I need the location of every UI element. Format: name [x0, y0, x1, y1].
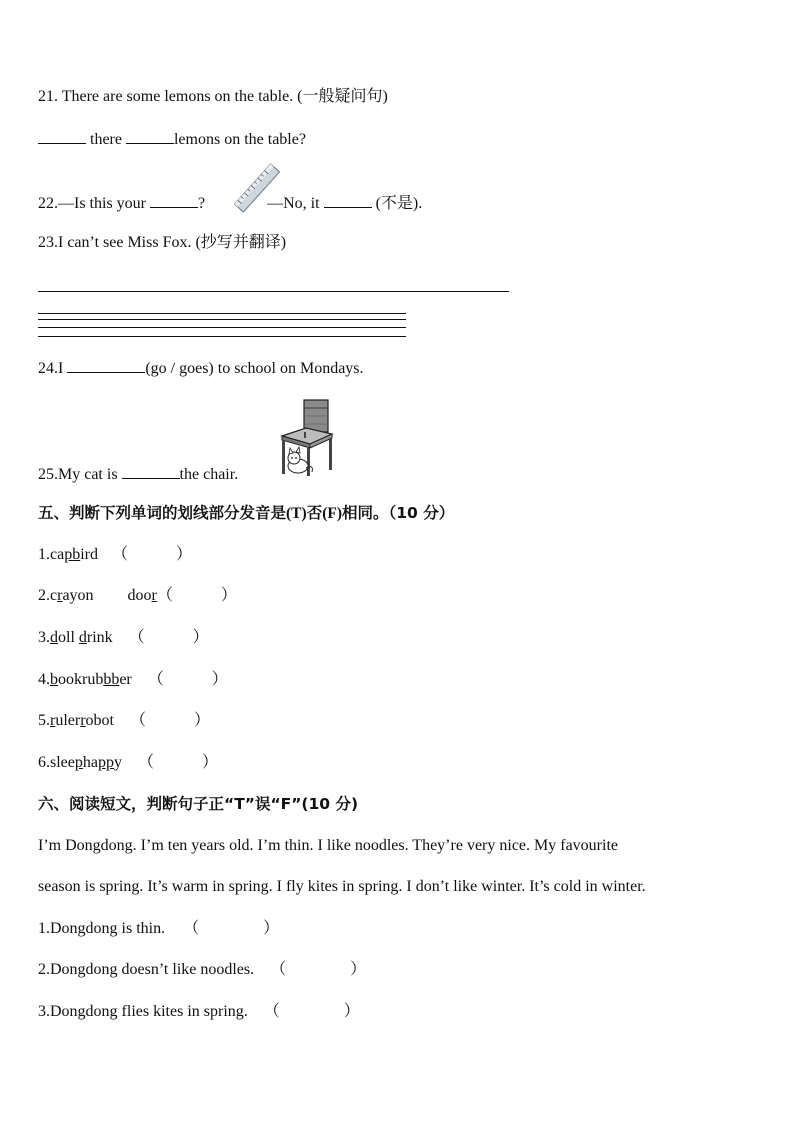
question-25: [38, 464, 238, 485]
answer-blank[interactable]: [324, 193, 372, 208]
heading-text: (F): [322, 505, 342, 522]
question-text: —Is this your: [58, 195, 146, 212]
word: uler: [55, 712, 81, 729]
reading-passage-line-1: I’m Dongdong. I’m ten years old. I’m thin. I like noodles. They’re very nice. My favourite: [38, 837, 618, 854]
question-text: (不是).: [375, 195, 423, 212]
answer-parentheses[interactable]: （ ）: [129, 712, 210, 729]
word: rub: [82, 671, 104, 688]
underlined-letters: d: [78, 629, 87, 646]
question-22: [38, 193, 422, 214]
underlined-letters: bb: [103, 671, 120, 688]
underlined-letters: r: [57, 587, 63, 604]
word: oll: [58, 629, 75, 646]
phonics-item-4: [38, 670, 228, 690]
word: ook: [58, 671, 82, 688]
question-text: . There are some lemons on the table. (一般疑问句): [54, 88, 388, 105]
writing-line[interactable]: [38, 291, 509, 292]
word: er: [119, 671, 132, 688]
question-text: the chair.: [179, 466, 239, 483]
item-number: 6.: [38, 754, 50, 771]
question-21-answer-line: [38, 129, 306, 150]
question-number: 23.: [38, 234, 58, 251]
answer-blank[interactable]: [67, 358, 145, 373]
answer-parentheses[interactable]: （ ）: [183, 920, 280, 937]
question-text: My cat is: [58, 466, 118, 483]
question-number: 24.: [38, 360, 58, 377]
word: obot: [85, 712, 114, 729]
answer-blank[interactable]: [122, 464, 180, 479]
answer-parentheses[interactable]: （ ）: [156, 587, 237, 604]
item-number: 5.: [38, 712, 50, 729]
question-24: [38, 358, 364, 379]
phonics-item-6: [38, 753, 218, 773]
word: doo: [127, 587, 152, 604]
answer-text: lemons on the table?: [173, 131, 306, 148]
phonics-item-2: [38, 586, 237, 606]
underlined-letters: r: [151, 587, 157, 604]
question-number: 25.: [38, 466, 58, 483]
heading-text: 五、判断下列单词的划线部分发音是: [38, 504, 287, 522]
question-23: [38, 233, 286, 253]
underlined-letters: r: [80, 712, 86, 729]
question-number: 21: [38, 88, 54, 105]
heading-text: (T): [286, 505, 307, 522]
answer-blank[interactable]: [38, 129, 86, 144]
word: ayon: [62, 587, 94, 604]
heading-text: 相同。（10 分）: [342, 504, 455, 522]
answer-parentheses[interactable]: （ ）: [128, 629, 209, 646]
answer-parentheses[interactable]: （ ）: [263, 1003, 360, 1020]
statement: 1.Dongdong is thin.: [38, 920, 166, 937]
answer-text: there: [90, 131, 122, 148]
word: ha: [82, 754, 98, 771]
underlined-letters: r: [50, 712, 56, 729]
underlined-letters: pp: [97, 754, 114, 771]
chair-with-cat-icon: [276, 398, 338, 478]
answer-blank[interactable]: [150, 193, 198, 208]
phonics-item-3: [38, 628, 209, 648]
underlined-letters: b: [72, 546, 81, 563]
writing-line[interactable]: [38, 319, 406, 320]
writing-line[interactable]: [38, 327, 406, 328]
item-number: 4.: [38, 671, 50, 688]
answer-parentheses[interactable]: （ ）: [111, 546, 192, 563]
word: ird: [80, 546, 98, 563]
section-5-heading: [38, 503, 454, 524]
answer-parentheses[interactable]: （ ）: [147, 671, 228, 688]
writing-line[interactable]: [38, 336, 406, 337]
answer-parentheses[interactable]: （ ）: [270, 961, 367, 978]
ruler-icon: [232, 163, 282, 213]
word: ca: [50, 546, 65, 563]
statement: 3.Dongdong flies kites in spring.: [38, 1003, 248, 1020]
heading-text: 否: [306, 504, 323, 522]
underlined-letters: p: [74, 754, 83, 771]
reading-item-3: [38, 1002, 360, 1022]
underlined-letters: p: [64, 546, 73, 563]
phonics-item-1: [38, 545, 192, 565]
underlined-letters: b: [50, 671, 58, 688]
item-number: 1.: [38, 546, 50, 563]
question-text: I: [58, 360, 64, 377]
reading-item-1: [38, 919, 279, 939]
answer-parentheses[interactable]: （ ）: [137, 754, 218, 771]
word: slee: [50, 754, 75, 771]
reading-passage-line-2: season is spring. It’s warm in spring. I fly kites in spring. I don’t like winter. It’s cold in winter.: [38, 878, 646, 895]
underlined-letters: d: [50, 629, 58, 646]
writing-line[interactable]: [38, 313, 406, 314]
word: rink: [86, 629, 113, 646]
word: c: [50, 587, 58, 604]
question-text: I can’t see Miss Fox. (抄写并翻译): [58, 234, 287, 251]
question-text: (go / goes) to school on Mondays.: [145, 360, 364, 377]
question-21: [38, 87, 388, 107]
question-number: 22.: [38, 195, 58, 212]
phonics-item-5: [38, 711, 210, 731]
reading-item-2: [38, 960, 366, 980]
question-text: ?: [198, 195, 206, 212]
question-text: —No, it: [267, 195, 320, 212]
word: y: [113, 754, 122, 771]
statement: 2.Dongdong doesn’t like noodles.: [38, 961, 255, 978]
item-number: 3.: [38, 629, 50, 646]
item-number: 2.: [38, 587, 50, 604]
answer-blank[interactable]: [126, 129, 174, 144]
section-6-heading: 六、阅读短文，判断句子正“T”误“F”(10 分): [38, 795, 359, 813]
